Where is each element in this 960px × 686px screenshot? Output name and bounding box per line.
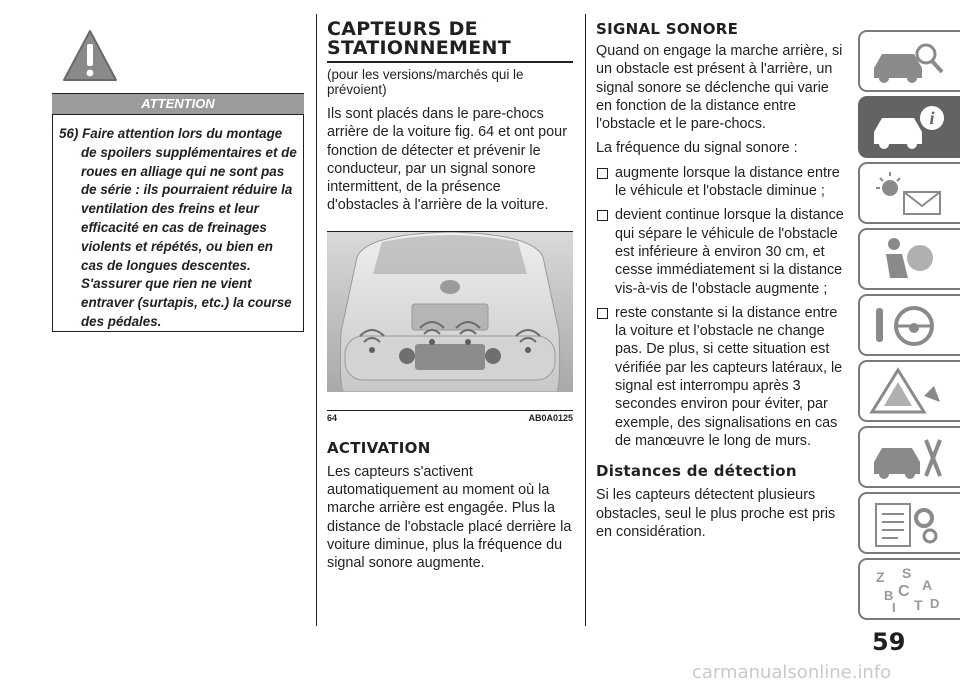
parking-sensors-section — [327, 20, 573, 579]
attention-title: ATTENTION — [52, 93, 304, 115]
detection-text: Si les capteurs détectent plusieurs obstacles, seul le plus proche est pris en considération. — [596, 487, 836, 540]
section-title: CAPTEURS DE STATIONNEMENT — [327, 20, 573, 63]
figure-rear-car — [327, 231, 573, 410]
svg-text:D: D — [930, 596, 940, 611]
checkbox-bullet-icon — [597, 168, 608, 179]
tab-car-info[interactable] — [858, 96, 960, 158]
car-info-icon — [868, 102, 948, 154]
svg-text:B: B — [884, 588, 894, 603]
tab-emergency[interactable] — [858, 360, 960, 422]
car-search-icon — [868, 36, 948, 88]
car-service-icon — [868, 432, 948, 484]
svg-text:i: i — [929, 108, 935, 128]
checkbox-bullet-icon — [597, 308, 608, 319]
tab-warning-lights[interactable] — [858, 162, 960, 224]
attention-panel — [52, 28, 304, 332]
activation-text: Les capteurs s'activent automatiquement au moment où la marche arrière est engagée. Plus la distance de l'obstacle placé derrière la voiture diminue, plus la fréquence du signal sonore augmente. — [327, 463, 572, 572]
svg-text:T: T — [914, 597, 923, 613]
signal-title: SIGNAL SONORE — [596, 20, 739, 38]
checkbox-bullet-icon — [597, 210, 608, 221]
section-intro: Ils sont placés dans le pare-chocs arrière de la voiture fig. 64 et ont pour fonction de détecter et prévenir le conducteur, par un signal sonore intermittent, de la présence d'obstacles à l'arrière de la voiture. — [327, 106, 567, 214]
figure-code: AB0A0125 — [528, 412, 573, 423]
warning-lights-icon — [868, 168, 948, 220]
svg-text:S: S — [902, 565, 912, 581]
tab-index[interactable] — [858, 558, 960, 620]
tab-technical-data[interactable] — [858, 492, 960, 554]
list-item — [596, 206, 848, 297]
list-item-text: augmente lorsque la distance entre le véhicule et l'obstacle diminue ; — [615, 164, 840, 200]
rear-car-illustration — [327, 232, 573, 392]
list-item-text: reste constante si la distance entre la voiture et l’obstacle ne change pas. De plus, si cette situation est vérifiée par les capteurs latéraux, le signal est interrompu après 3 secondes environ pour éviter, par exemple, des signalisations en cas de manœuvre le long de murs. — [615, 304, 843, 449]
detection-title: Distances de détection — [596, 462, 797, 481]
index-letters-icon — [868, 564, 948, 616]
column-divider — [585, 14, 586, 626]
svg-text:A: A — [922, 577, 933, 593]
tab-starting-driving[interactable] — [858, 294, 960, 356]
svg-text:Z: Z — [876, 569, 885, 585]
warning-triangle-icon — [62, 28, 118, 84]
frequency-label: La fréquence du signal sonore : — [596, 140, 798, 157]
section-subtitle: (pour les versions/marchés qui le prévoient) — [327, 67, 524, 97]
list-item-text: devient continue lorsque la distance qui sépare le véhicule de l'obstacle est inférieure à environ 30 cm, et cesse immédiatement si la distance vis-à-vis de l'obstacle augmente ; — [615, 207, 844, 297]
svg-text:C: C — [898, 583, 910, 600]
list-item — [596, 164, 848, 201]
emergency-triangle-icon — [868, 366, 948, 418]
attention-note-box — [52, 115, 304, 332]
watermark: carmanualsonline.info — [692, 662, 892, 683]
page-number: 59 — [872, 628, 906, 656]
signal-intro: Quand on engage la marche arrière, si un obstacle est présent à l'arrière, un signal sonore se déclenche qui varie en fonction de la distance entre l'obstacle et le pare-chocs. — [596, 43, 843, 133]
chapter-tabs — [858, 30, 960, 624]
tab-safety[interactable] — [858, 228, 960, 290]
specs-gears-icon — [868, 498, 948, 550]
figure-caption — [327, 410, 573, 423]
signal-section — [596, 20, 848, 547]
tab-car-knowledge[interactable] — [858, 30, 960, 92]
tab-maintenance[interactable] — [858, 426, 960, 488]
attention-note: 56) Faire attention lors du montage de spoilers supplémentaires et de roues en alliage qui ne sont pas de série : ils pourraient réduire la ventilation des freins et leur efficacité en cas de freinages violents et répétés, ou bien en cas de longues descentes. S'assurer que rien ne vient entraver (surtapis, etc.) la course des pédales. — [59, 126, 297, 329]
activation-title: ACTIVATION — [327, 438, 431, 457]
svg-text:I: I — [892, 600, 896, 615]
figure-number: 64 — [327, 412, 338, 423]
column-divider — [316, 14, 317, 626]
list-item — [596, 304, 848, 450]
airbag-seat-icon — [868, 234, 948, 286]
steering-wheel-icon — [868, 300, 948, 352]
